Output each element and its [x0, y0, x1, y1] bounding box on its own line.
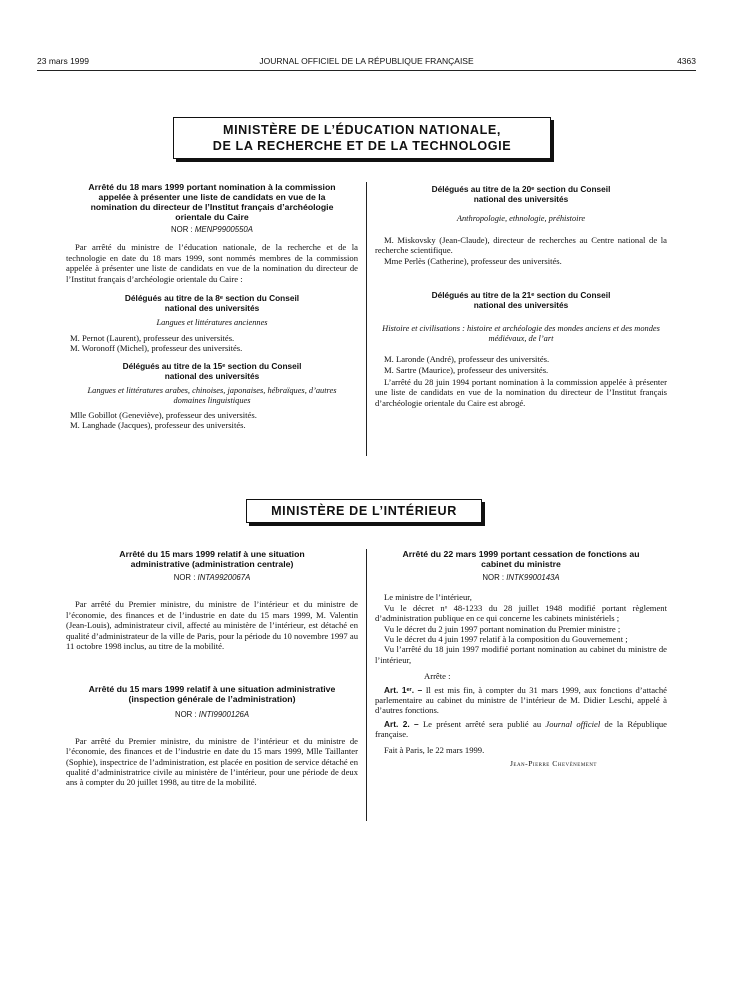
section8-subtitle: Langues et littératures anciennes: [156, 317, 268, 327]
section15-subtitle: Langues et littératures arabes, chinoises, japonaises, hébraïques, d’autres domaines linguistiques: [87, 385, 337, 405]
arrete3-nor-label: NOR :: [174, 710, 197, 720]
article-2-text-b: de la République française.: [375, 718, 667, 740]
arrete4-nor: [375, 573, 667, 582]
section20-title: Délégués au titre de la 20ᵉ section du Conseil national des universités: [431, 184, 611, 204]
arrete4-visa-3: Vu le décret du 4 juin 1997 relatif à la composition du Gouvernement ;: [384, 633, 628, 644]
arrete1-nor: [66, 225, 358, 234]
member-item: Mme Perlès (Catherine), professeur des universités.: [384, 255, 562, 266]
section8-members: [66, 333, 358, 354]
arrete2-nor-code: INTA9920067A: [197, 573, 251, 582]
member-item: M. Sartre (Maurice), professeur des universités.: [384, 364, 549, 375]
arrete2-body: Par arrêté du Premier ministre, du ministre de l’intérieur et du ministre de l’économie, des finances et de l’industrie en date du 15 mars 1999, M. Valentin (Jean-Louis), administrateur civil, affecté au ministère de l’intérieur, est détaché en qualité d’administrateur de la ville de Paris, pour la période du 10 novembre 1997 au 11 octobre 1998 inclus, au titre de la mobilité.: [66, 599, 358, 651]
section21-subtitle: Histoire et civilisations : histoire et archéologie des mondes anciens et des mondes médiévaux, de l’art: [382, 324, 660, 344]
member-item: Mlle Gobillot (Geneviève), professeur des universités.: [70, 409, 257, 420]
arrete4-visa-2: Vu le décret du 2 juin 1997 portant nomination du Premier ministre ;: [384, 623, 621, 634]
member-item: M. Langhade (Jacques), professeur des universités.: [70, 420, 246, 431]
arrete4-nor-code: INTK9900143A: [506, 573, 560, 582]
arrete1-closing: L’arrêté du 28 juin 1994 portant nomination à la commission appelée à présenter une liste de candidats en vue de la nomination du directeur de l’Institut français d’archéologie orientale du Caire est abrogé.: [375, 377, 667, 408]
arrete4-visa-4: Vu l’arrêté du 18 juin 1997 modifié portant nomination au cabinet du ministre de l’intérieur,: [375, 644, 667, 665]
arrete1-intro: Par arrêté du ministre de l’éducation nationale, de la recherche et de la technologie en date du 18 mars 1999, sont nommés membres de la commission appelée à présenter une liste de candidats en vue de la nomination du directeur de l’Institut français d’archéologie orientale du Caire :: [66, 242, 358, 284]
header-date: 23 mars 1999: [37, 56, 89, 66]
section21-members: [375, 354, 667, 375]
article-2-label: Art. 2. –: [384, 718, 419, 729]
column-divider-1: [366, 182, 367, 456]
arrete4-nor-label: NOR :: [482, 573, 505, 582]
section21-title: Délégués au titre de la 21ᵉ section du Conseil national des universités: [431, 290, 611, 311]
arrete3-body: Par arrêté du Premier ministre, du ministre de l’intérieur et du ministre de l’économie, des finances et de l’industrie en date du 15 mars 1999, Mlle Taillanter (Sophie), inspectrice de l’administration, est placée en position de service détaché en qualité d’administratrice civile au ministère de l’intérieur, pour une période de deux ans à compter du 20 juillet 1998, au titre de la mobilité.: [66, 735, 358, 788]
interior-right-column: [375, 549, 667, 768]
ministry-education-line1: MINISTÈRE DE L’ÉDUCATION NATIONALE,: [222, 123, 501, 137]
arrete4-intro: Le ministre de l’intérieur,: [384, 592, 472, 603]
section8-title: Délégués au titre de la 8ᵉ section du Conseil national des universités: [124, 292, 300, 313]
article-2-journal: Journal officiel: [545, 718, 601, 729]
arrete4-title: Arrêté du 22 mars 1999 portant cessation de fonctions au cabinet du ministre: [402, 549, 640, 569]
section15-members: [66, 410, 358, 431]
interior-left-column: [66, 549, 358, 788]
arrete1-right-column: [375, 184, 667, 408]
member-item: M. Woronoff (Michel), professeur des universités.: [70, 343, 243, 354]
arrete3-nor: [66, 710, 358, 719]
ministry-interior-box: [246, 499, 482, 523]
member-item: M. Pernot (Laurent), professeur des universités.: [70, 332, 235, 343]
header-journal-title: JOURNAL OFFICIEL DE LA RÉPUBLIQUE FRANÇAISE: [259, 56, 474, 66]
ministry-education-box: [173, 117, 551, 159]
header-rule: [37, 70, 696, 71]
arrete1-title: Arrêté du 18 mars 1999 portant nomination à la commission appelée à présenter une liste de candidats en vue de la nomination du directeur de l’Institut français d’archéologie orientale du Caire: [88, 182, 336, 222]
arrete1-nor-label: NOR :: [171, 225, 193, 234]
arrete2-title: Arrêté du 15 mars 1999 relatif à une situation administrative (administration centrale): [119, 549, 305, 569]
section15-title: Délégués au titre de la 15ᵉ section du Conseil national des universités: [122, 360, 302, 381]
article-1-text: Il est mis fin, à compter du 31 mars 1999, aux fonctions d’attaché parlementaire au cabinet du ministre de l’intérieur de M. Didier Leschi, appelé à d’autres fonctions.: [375, 684, 667, 716]
arrete4-article-1: [375, 685, 667, 716]
arrete1-nor-code: MENP9900550A: [194, 225, 253, 234]
ministry-education-line2: DE LA RECHERCHE ET DE LA TECHNOLOGIE: [212, 139, 512, 153]
arrete3-nor-code: INTI9900126A: [198, 710, 250, 720]
column-divider-2: [366, 549, 367, 821]
arrete2-nor: [66, 573, 358, 582]
section20-members: [375, 235, 667, 266]
arrete4-article-2: [375, 719, 667, 740]
arrete3-title: Arrêté du 15 mars 1999 relatif à une situation administrative (inspection générale de l’administration): [88, 684, 336, 705]
ministry-interior-line1: MINISTÈRE DE L’INTÉRIEUR: [271, 504, 457, 518]
arrete4-signature: Jean-Pierre Chevènement: [509, 759, 597, 769]
member-item: M. Laronde (André), professeur des universités.: [384, 354, 550, 365]
arrete2-nor-label: NOR :: [173, 573, 196, 582]
article-2-text-a: Le présent arrêté sera publié au: [422, 718, 546, 729]
arrete1-left-column: [66, 182, 358, 431]
arrete4-done: Fait à Paris, le 22 mars 1999.: [384, 744, 485, 755]
article-1-label: Art. 1ᵉʳ. –: [384, 684, 423, 695]
header-page-number: 4363: [677, 56, 696, 66]
arrete4-arrete: Arrête :: [424, 671, 451, 682]
member-item: M. Miskovsky (Jean-Claude), directeur de recherches au Centre national de la recherche scientifique.: [375, 235, 667, 256]
section20-subtitle: Anthropologie, ethnologie, préhistoire: [456, 214, 586, 223]
arrete4-visa-1: Vu le décret nᵒ 48-1233 du 28 juillet 1948 modifié portant règlement d’administration publique en ce qui concerne les cabinets ministériels ;: [375, 602, 667, 624]
